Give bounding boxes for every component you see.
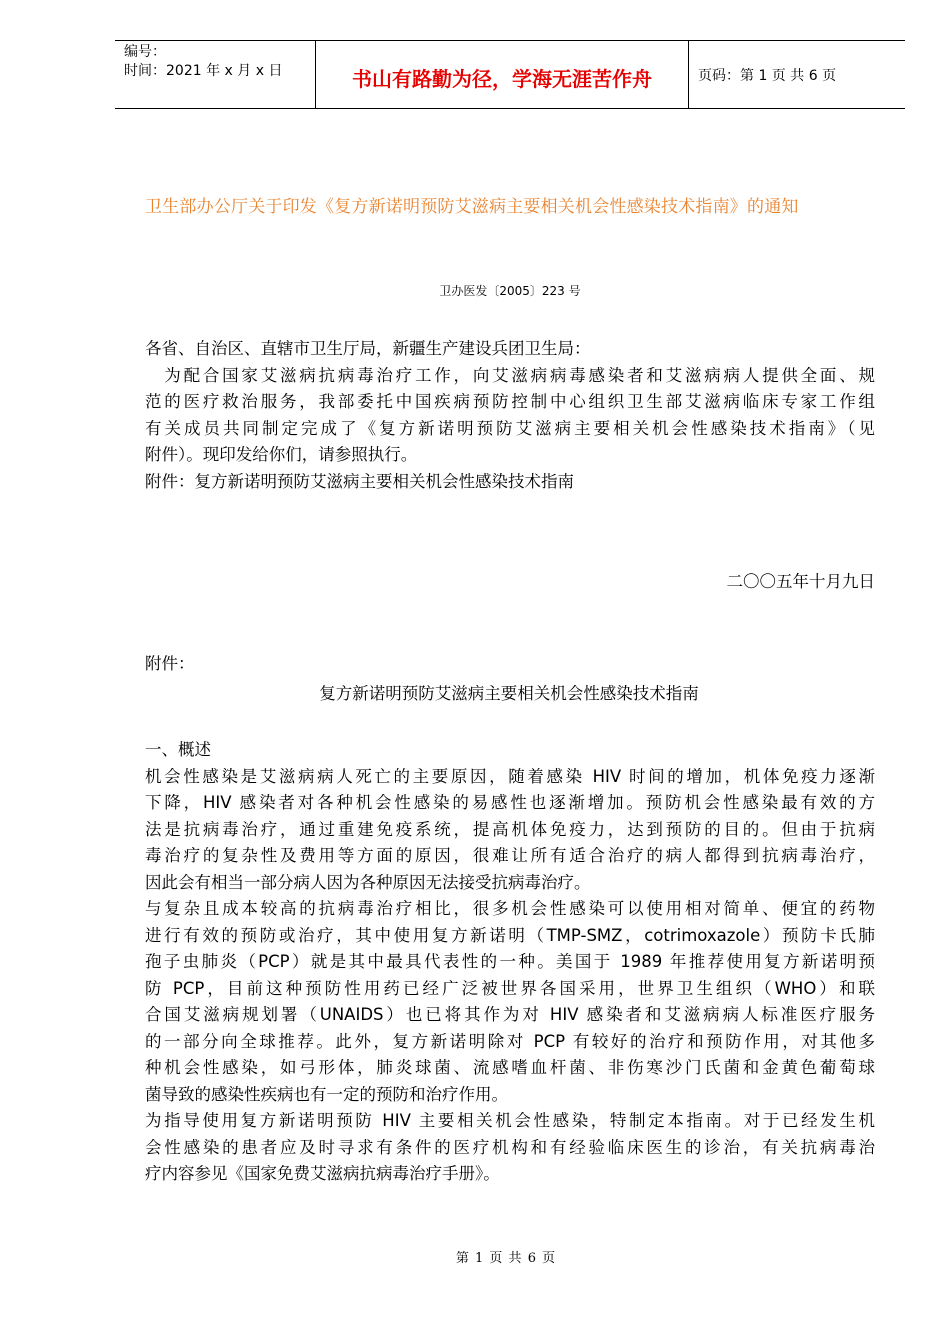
section-line: 疗内容参见《国家免费艾滋病抗病毒治疗手册》。 — [145, 1164, 500, 1183]
section-line: 合国艾滋病规划署（UNAIDS）也已将其作为对 HIV 感染者和艾滋病病人标准医疗服务 — [145, 1005, 875, 1024]
body-line: 为配合国家艾滋病抗病毒治疗工作，向艾滋病病毒感染者和艾滋病病人提供全面、规 — [145, 365, 875, 385]
attachment-section — [145, 651, 875, 678]
header-meta-cell — [115, 41, 316, 108]
header-page-cell — [689, 41, 905, 108]
section-line: 种机会性感染，如弓形体，肺炎球菌、流感嗜血杆菌、非伤寒沙门氏菌和金黄色葡萄球 — [145, 1058, 875, 1077]
header-motto: 书山有路勤为径，学海无涯苦作舟 — [352, 67, 652, 91]
section-line: 毒治疗的复杂性及费用等方面的原因，很难让所有适合治疗的病人都得到抗病毒治疗， — [145, 846, 875, 865]
body-line: 附件）。现印发给你们，请参照执行。 — [145, 445, 418, 464]
body-line: 有关成员共同制定完成了《复方新诺明预防艾滋病主要相关机会性感染技术指南》（见 — [145, 418, 875, 438]
attachment-line: 附件：复方新诺明预防艾滋病主要相关机会性感染技术指南 — [145, 471, 574, 491]
attachment-title: 复方新诺明预防艾滋病主要相关机会性感染技术指南 — [319, 684, 699, 703]
body-line: 范的医疗救治服务，我部委托中国疾病预防控制中心组织卫生部艾滋病临床专家工作组 — [145, 392, 875, 411]
document-title: 卫生部办公厅关于印发《复方新诺明预防艾滋病主要相关机会性感染技术指南》的通知 — [145, 197, 799, 217]
header-table — [115, 40, 905, 109]
signature-date: 二〇〇五年十月九日 — [726, 572, 875, 591]
header-page-label: 页码：第 1 页 共 6 页 — [698, 68, 837, 84]
document-number: 卫办医发〔2005〕223 号 — [439, 284, 581, 298]
attachment-label: 附件： — [145, 654, 195, 673]
section-line: 进行有效的预防或治疗，其中使用复方新诺明（TMP-SMZ，cotrimoxazole）预防卡氏肺 — [145, 925, 875, 945]
header-motto-cell — [316, 41, 689, 108]
section-line: 与复杂且成本较高的抗病毒治疗相比，很多机会性感染可以使用相对简单、便宜的药物 — [145, 899, 875, 918]
section-heading: 一、概述 — [145, 740, 211, 759]
section-line: 的一部分向全球推荐。此外，复方新诺明除对 PCP 有较好的治疗和预防作用，对其他多 — [145, 1031, 875, 1051]
section-line: 法是抗病毒治疗，通过重建免疫系统，提高机体免疫力，达到预防的目的。但由于抗病 — [145, 819, 875, 839]
overview-section — [145, 737, 875, 1188]
page-footer: 第 1 页 共 6 页 — [455, 1251, 557, 1266]
section-line: 孢子虫肺炎（PCP）就是其中最具代表性的一种。美国于 1989 年推荐使用复方新诺明预 — [145, 952, 875, 971]
section-line: 防 PCP，目前这种预防性用药已经广泛被世界各国采用，世界卫生组织（WHO）和联 — [145, 978, 875, 998]
notice-body — [145, 336, 875, 495]
section-line: 会性感染的患者应及时寻求有条件的医疗机构和有经验临床医生的诊治，有关抗病毒治 — [145, 1137, 875, 1157]
section-line: 为指导使用复方新诺明预防 HIV 主要相关机会性感染，特制定本指南。对于已经发生机 — [145, 1111, 875, 1130]
header-time-label: 时间：2021 年 x 月 x 日 — [124, 63, 283, 79]
section-line: 因此会有相当一部分病人因为各种原因无法接受抗病毒治疗。 — [145, 872, 591, 892]
salutation: 各省、自治区、直辖市卫生厅局，新疆生产建设兵团卫生局： — [145, 339, 591, 358]
header-number-label: 编号： — [124, 44, 166, 60]
section-line: 菌导致的感染性疾病也有一定的预防和治疗作用。 — [145, 1084, 508, 1104]
section-line: 机会性感染是艾滋病病人死亡的主要原因，随着感染 HIV 时间的增加，机体免疫力逐渐 — [145, 766, 875, 786]
section-line: 下降，HIV 感染者对各种机会性感染的易感性也逐渐增加。预防机会性感染最有效的方 — [145, 793, 875, 812]
